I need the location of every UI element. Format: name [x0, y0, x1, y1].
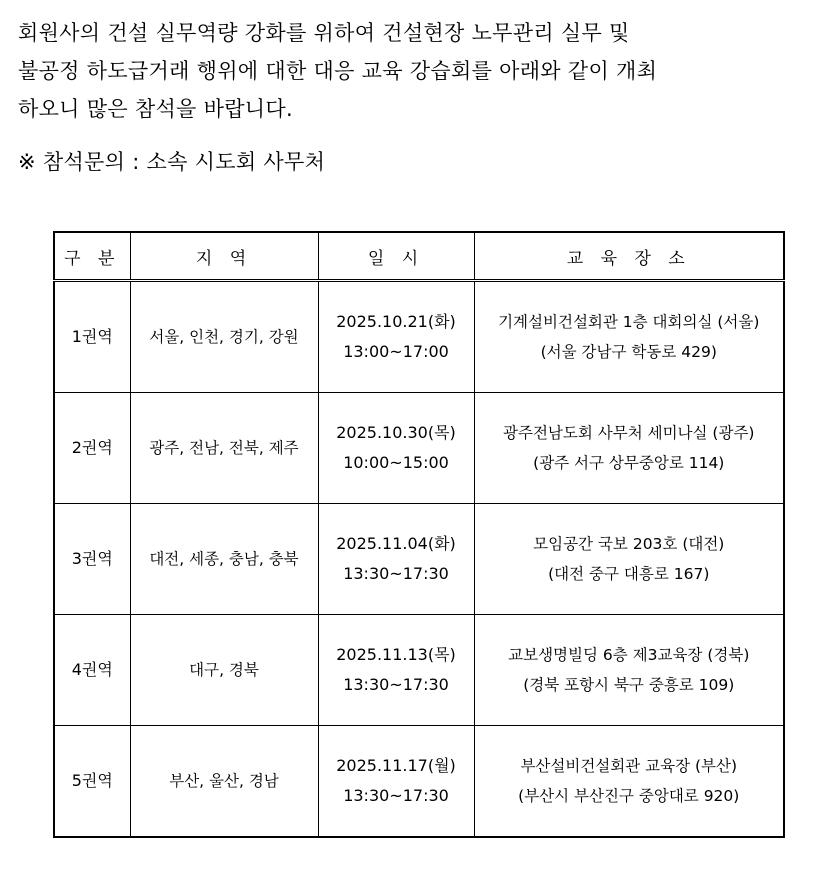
venue-cell [474, 281, 784, 393]
venue-name: 교보생명빌딩 6층 제3교육장 (경북) [508, 646, 750, 664]
venue-name: 기계설비건설회관 1층 대회의실 (서울) [498, 313, 760, 331]
table-header-row [54, 232, 784, 281]
zone-cell: 3권역 [54, 504, 130, 615]
intro-paragraph [18, 14, 818, 128]
date-text: 2025.11.13(목) [336, 645, 456, 664]
venue-address: (광주 서구 상무중앙로 114) [533, 454, 725, 472]
header-zone: 구 분 [54, 232, 130, 281]
venue-name: 광주전남도회 사무처 세미나실 (광주) [503, 424, 755, 442]
region-cell: 대전, 세종, 충남, 충북 [130, 504, 318, 615]
venue-name: 부산설비건설회관 교육장 (부산) [520, 757, 738, 775]
date-text: 2025.11.04(화) [336, 534, 456, 553]
venue-cell [474, 615, 784, 726]
datetime-cell [318, 393, 474, 504]
table-row [54, 504, 784, 615]
venue-address: (대전 중구 대흥로 167) [548, 565, 710, 583]
time-text: 13:30~17:30 [343, 564, 449, 583]
datetime-cell [318, 615, 474, 726]
region-cell: 광주, 전남, 전북, 제주 [130, 393, 318, 504]
datetime-cell [318, 281, 474, 393]
header-region: 지 역 [130, 232, 318, 281]
time-text: 10:00~15:00 [343, 453, 449, 472]
intro-line: 회원사의 건설 실무역량 강화를 위하여 건설현장 노무관리 실무 및 [18, 21, 630, 45]
venue-cell [474, 393, 784, 504]
table-row [54, 393, 784, 504]
date-text: 2025.10.30(목) [336, 423, 456, 442]
time-text: 13:00~17:00 [343, 342, 449, 361]
zone-cell: 1권역 [54, 281, 130, 393]
inquiry-notice: ※ 참석문의 : 소속 시도회 사무처 [18, 150, 326, 174]
zone-cell: 2권역 [54, 393, 130, 504]
venue-name: 모임공간 국보 203호 (대전) [533, 535, 725, 553]
header-venue: 교 육 장 소 [474, 232, 784, 281]
table-row [54, 726, 784, 838]
region-cell: 서울, 인천, 경기, 강원 [130, 281, 318, 393]
table-row [54, 615, 784, 726]
venue-address: (경북 포항시 북구 중흥로 109) [523, 676, 735, 694]
table-row [54, 281, 784, 393]
intro-line: 하오니 많은 참석을 바랍니다. [18, 97, 293, 121]
zone-cell: 5권역 [54, 726, 130, 838]
schedule-table [53, 231, 785, 838]
venue-cell [474, 726, 784, 838]
time-text: 13:30~17:30 [343, 675, 449, 694]
region-cell: 부산, 울산, 경남 [130, 726, 318, 838]
venue-cell [474, 504, 784, 615]
zone-cell: 4권역 [54, 615, 130, 726]
intro-line: 불공정 하도급거래 행위에 대한 대응 교육 강습회를 아래와 같이 개최 [18, 59, 658, 83]
date-text: 2025.11.17(월) [336, 756, 456, 775]
datetime-cell [318, 726, 474, 838]
datetime-cell [318, 504, 474, 615]
date-text: 2025.10.21(화) [336, 312, 456, 331]
venue-address: (서울 강남구 학동로 429) [540, 343, 717, 361]
time-text: 13:30~17:30 [343, 786, 449, 805]
venue-address: (부산시 부산진구 중앙대로 920) [518, 787, 740, 805]
header-datetime: 일 시 [318, 232, 474, 281]
region-cell: 대구, 경북 [130, 615, 318, 726]
